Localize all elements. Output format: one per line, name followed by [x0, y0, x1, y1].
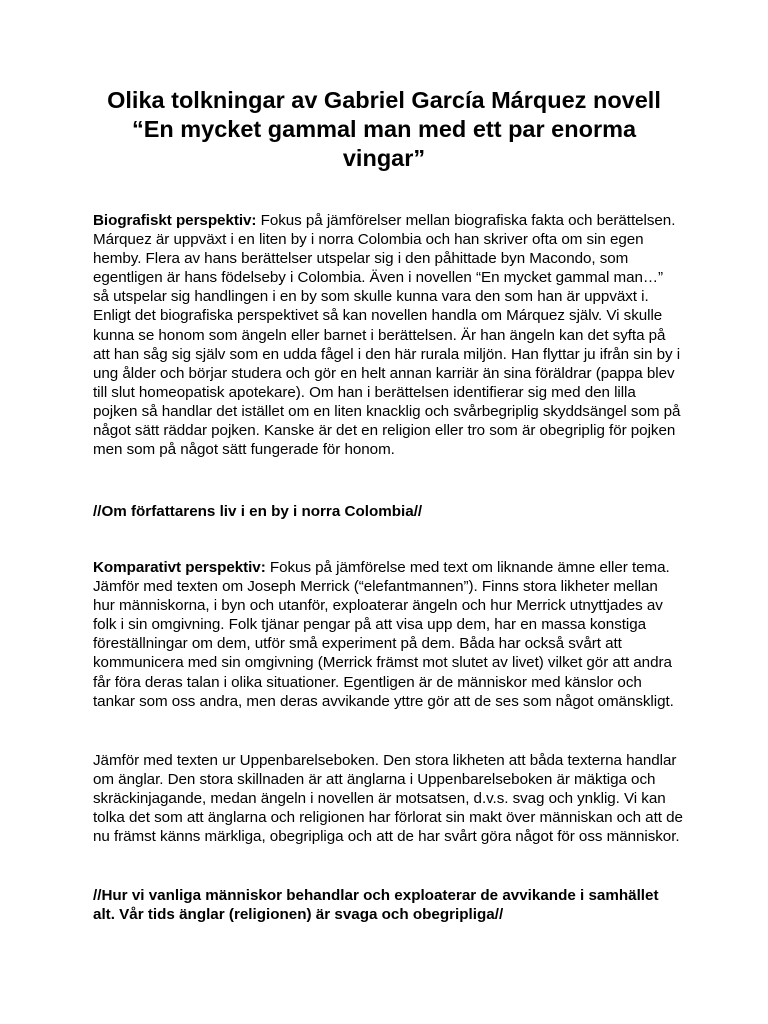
- document-title: Olika tolkningar av Gabriel García Márquez novell “En mycket gammal man med ett par enorma vingar”: [107, 87, 661, 171]
- biografiskt-heading: Biografiskt perspektiv:: [93, 212, 257, 229]
- komparativt-note: //Hur vi vanliga människor behandlar och exploaterar de avvikande i samhället alt. Vår tids änglar (religionen) är svaga och obegripliga//: [93, 887, 659, 924]
- biografiskt-text: Fokus på jämförelser mellan biografiska fakta och berättelsen. Márquez är uppväxt i en liten by i norra Colombia och han skriver ofta om sin egen hemby. Flera av hans berättelser utspelar sig i den påhittade byn Macondo, som egentligen är hans födelseby i Colombia. Även i novellen “En mycket gammal man…” så utspelar sig handlingen i en by som skulle kunna vara den som han är uppväxt i. Enligt det biografiska perspektivet så kan novellen handla om Márquez själv. Vi skulle kunna se honom som ängeln eller barnet i berättelsen. Är han ängeln kan det syfta på att han såg sig själv som en udda fågel i den här rurala miljön. Han flyttar ju ifrån sin by i ung ålder och börjar studera och gör en helt annan karriär än sina föräldrar (pappa blev till slut homeopatisk apotekare). Om han i berättelsen identifierar sig med den lilla pojken så handlar det istället om en liten knacklig och svårbegriplig skyddsängel som på något sätt räddar pojken. Kanske är det en religion eller tro som är obegriplig för pojken men som på något sätt fungerade för honom.: [93, 212, 681, 459]
- komparativt-text: Fokus på jämförelse med text om liknande ämne eller tema. Jämför med texten om Joseph Merrick (“elefantmannen”). Finns stora likheter mellan hur människorna, i byn och utanför, exploaterar ängeln och hur Merrick utnyttjades av folk i sin omgivning. Folk tjänar pengar på att visa upp dem, har en massa konstiga föreställningar om dem, utför små experiment på dem. Båda har också svårt att kommunicera med sin omgivning (Merrick främst mot slutet av livet) vilket gör att andra får föra deras talan i olika situationer. Egentligen är de människor med känslor och tankar som oss andra, men deras avvikande yttre gör att de ses som något omänskligt.: [93, 559, 674, 710]
- uppenbarelseboken-paragraph: Jämför med texten ur Uppenbarelseboken. Den stora likheten att båda texterna handlar om änglar. Den stora skillnaden är att änglarna i Uppenbarelseboken är mäktiga och skräckinjagande, medan ängeln i novellen är motsatsen, d.v.s. svag och ynklig. Vi kan tolka det som att änglarna och religionen har förlorat sin makt över människan och att de nu främst känns märkliga, obegripliga och att de har svårt göra något för oss människor.: [93, 752, 683, 846]
- komparativt-paragraph: [93, 558, 683, 711]
- komparativt-heading: Komparativt perspektiv:: [93, 559, 266, 576]
- biografiskt-paragraph: [93, 211, 683, 459]
- biografiskt-note: //Om författarens liv i en by i norra Colombia//: [93, 503, 423, 520]
